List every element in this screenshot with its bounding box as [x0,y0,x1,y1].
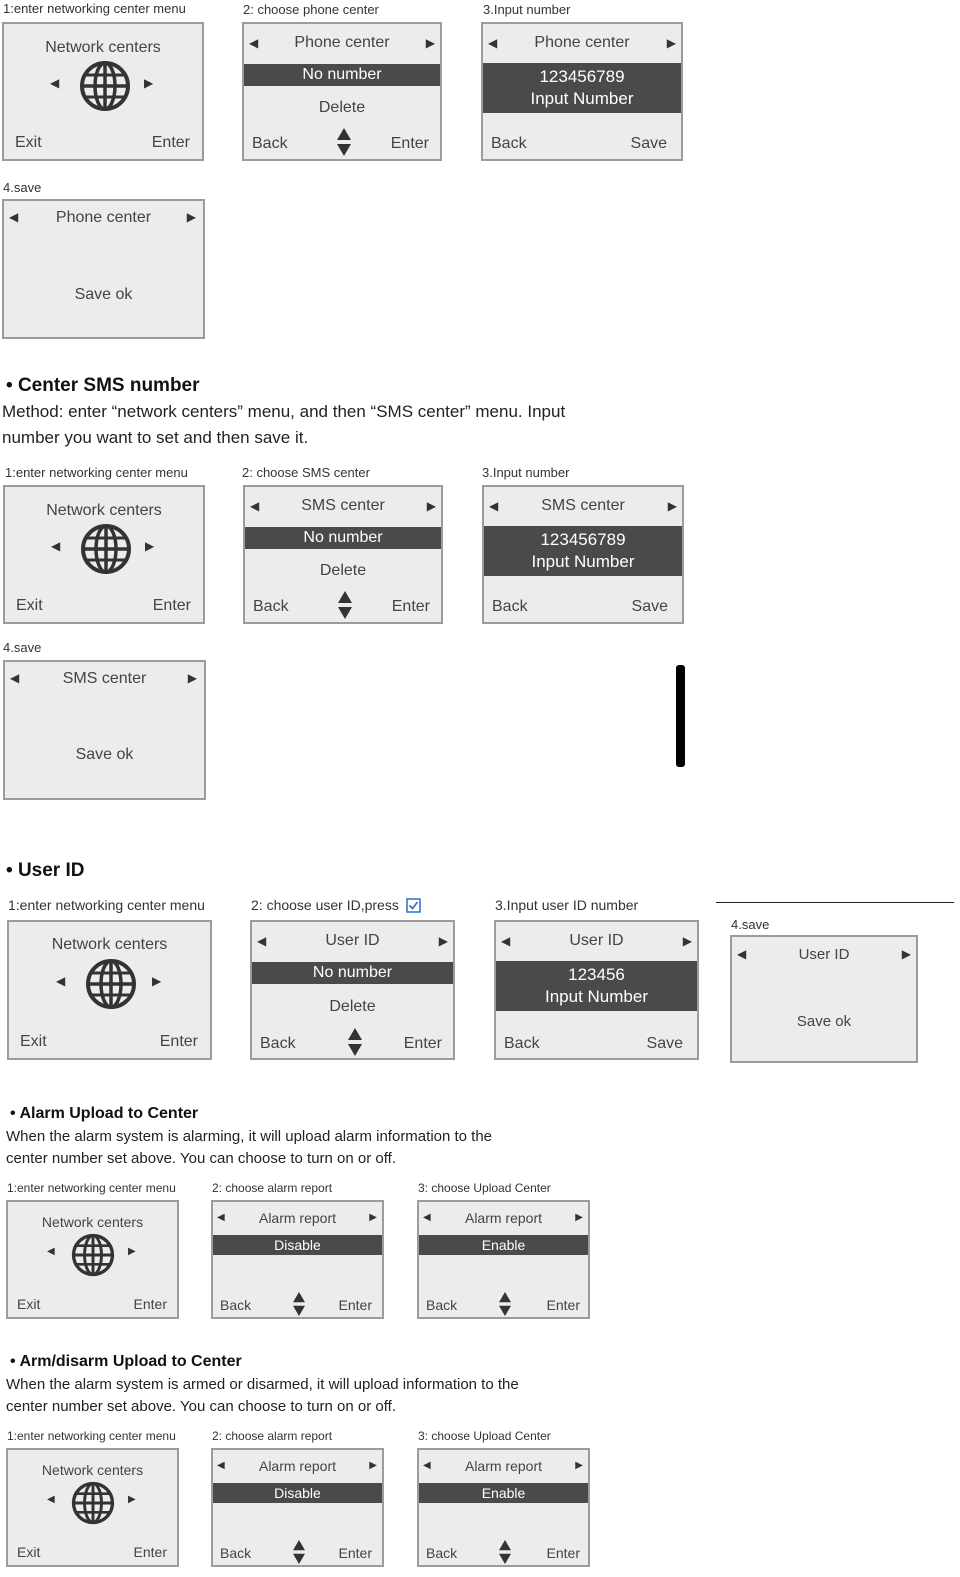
selected-option: Enable [419,1483,588,1503]
right-arrow-icon: ▶ [369,1460,377,1471]
screen-title: SMS center [62,670,147,687]
input-number-screen [481,22,683,161]
up-down-arrow-icon [499,1540,511,1564]
screen-title: Phone center [55,209,152,226]
up-down-arrow-icon [293,1540,305,1564]
option-delete: Delete [319,562,367,579]
input-hint: Input Number [545,987,648,1006]
screen-title: User ID [325,932,380,949]
network-centers-screen [6,1448,179,1567]
screen-title: User ID [569,932,624,949]
screen-title: Network centers [46,502,162,519]
right-arrow-icon: ▶ [682,934,692,948]
back-softkey: Back [426,1545,458,1561]
option-delete: Delete [318,99,366,116]
enter-softkey: Enter [546,1297,580,1313]
right-arrow-icon: ▶ [438,934,448,948]
up-down-arrow-icon [499,1292,511,1316]
back-softkey: Back [492,598,528,615]
save-ok-screen [2,199,205,339]
network-centers-screen [3,485,205,624]
step-caption: 2: choose alarm report [212,1181,333,1195]
enter-softkey: Enter [152,597,191,614]
back-softkey: Back [252,135,288,152]
left-arrow-icon: ◀ [249,36,259,50]
step-caption: 2: choose alarm report [212,1429,333,1443]
section-body: When the alarm system is armed or disarmed, it will upload information to the center number set above. You can choose to turn on or off. [6,1376,519,1415]
screen-title: Alarm report [258,1210,337,1226]
up-down-arrow-icon [348,1028,362,1056]
left-arrow-icon: ◀ [501,934,511,948]
left-arrow-icon: ◀ [489,499,499,513]
enter-softkey: Enter [391,598,430,615]
step-caption: 1:enter networking center menu [7,1429,176,1443]
left-arrow-icon: ◀ [737,947,747,961]
exit-softkey: Exit [16,597,43,614]
left-arrow-icon: ◀ [488,36,498,50]
save-ok-screen [3,660,206,800]
enter-softkey: Enter [546,1545,580,1561]
step-caption: 3: choose Upload Center [418,1429,551,1443]
right-arrow-icon: ▶ [667,499,677,513]
right-arrow-icon: ▶ [187,671,197,685]
right-arrow-icon: ▶ [128,1246,136,1257]
up-down-arrow-icon [338,591,352,619]
step-caption: 3.Input number [483,2,571,17]
left-arrow-icon: ◀ [423,1212,431,1223]
globe-icon [80,523,132,575]
left-arrow-icon: ◀ [9,210,19,224]
section-heading: • Arm/disarm Upload to Center [10,1353,242,1370]
left-arrow-icon: ◀ [51,539,61,553]
step-caption: 1:enter networking center menu [5,465,188,480]
alarm-report-screen [417,1200,590,1319]
save-ok-message: Save ok [796,1013,852,1030]
vertical-bar-mark [676,665,685,767]
section-heading: • Center SMS number [6,375,200,396]
step-caption: 2: choose phone center [243,2,379,17]
screen-title: Alarm report [464,1210,543,1226]
left-arrow-icon: ◀ [257,934,267,948]
enter-softkey: Enter [338,1297,372,1313]
section-body: When the alarm system is alarming, it will upload alarm information to the center number set above. You can choose to turn on or off. [6,1128,493,1167]
save-softkey: Save [630,135,667,152]
screen-title: Network centers [51,936,168,953]
back-softkey: Back [491,135,527,152]
step-caption: 3.Input user ID number [495,897,639,913]
globe-icon [85,958,137,1010]
number-entry [484,526,682,576]
exit-softkey: Exit [20,1033,47,1050]
section-heading: • Alarm Upload to Center [10,1105,199,1122]
right-arrow-icon: ▶ [128,1494,136,1505]
alarm-report-screen [211,1200,384,1319]
number-entry [483,63,681,113]
back-softkey: Back [220,1297,252,1313]
step-caption: 1:enter networking center menu [3,1,186,16]
selected-option: Enable [419,1235,588,1255]
screen-title: User ID [798,946,850,963]
selected-option: No number [244,64,440,86]
enter-softkey: Enter [133,1296,167,1312]
network-centers-screen [7,920,212,1060]
step-caption: 1:enter networking center menu [8,897,205,913]
right-arrow-icon: ▶ [901,947,911,961]
globe-icon [71,1233,115,1277]
sms-center-screen [243,485,443,624]
up-down-arrow-icon [337,128,351,156]
right-arrow-icon: ▶ [575,1460,583,1471]
right-arrow-icon: ▶ [369,1212,377,1223]
left-arrow-icon: ◀ [50,76,60,90]
step-caption: 4.save [3,180,42,195]
save-softkey: Save [646,1035,683,1052]
left-arrow-icon: ◀ [10,671,20,685]
screen-title: Phone center [534,34,630,51]
up-down-arrow-icon [293,1292,305,1316]
network-centers-screen [6,1200,179,1319]
screen-title: SMS center [301,497,385,514]
back-softkey: Back [504,1035,540,1052]
input-number-screen [482,485,684,624]
selected-option: No number [252,962,453,984]
screen-title: SMS center [541,497,625,514]
selected-option: Disable [213,1483,382,1503]
left-arrow-icon: ◀ [217,1212,225,1223]
entered-number: 123456789 [540,530,626,549]
globe-icon [71,1481,115,1525]
screen-title: Alarm report [464,1458,543,1474]
screen-title: Network centers [45,39,161,56]
save-softkey: Save [631,598,668,615]
alarm-report-screen [211,1448,384,1567]
alarm-report-screen [417,1448,590,1567]
back-softkey: Back [260,1035,296,1052]
right-arrow-icon: ▶ [575,1212,583,1223]
enter-softkey: Enter [151,134,190,151]
step-caption: 4.save [3,640,42,655]
entered-number: 123456 [568,965,625,984]
right-arrow-icon: ▶ [152,974,162,988]
input-number-screen [494,920,699,1060]
number-entry [496,961,697,1011]
enter-softkey: Enter [159,1033,198,1050]
left-arrow-icon: ◀ [423,1460,431,1471]
enter-softkey: Enter [390,135,429,152]
user-id-screen [250,920,455,1060]
screen-title: Network centers [41,1214,144,1230]
screen-title: Network centers [41,1462,144,1478]
checkbox-icon [406,898,421,913]
right-arrow-icon: ▶ [666,36,676,50]
back-softkey: Back [426,1297,458,1313]
enter-softkey: Enter [403,1035,442,1052]
left-arrow-icon: ◀ [47,1494,55,1505]
input-hint: Input Number [531,552,635,571]
right-arrow-icon: ▶ [425,36,435,50]
entered-number: 123456789 [539,67,625,86]
input-hint: Input Number [530,89,634,108]
left-arrow-icon: ◀ [47,1246,55,1257]
exit-softkey: Exit [15,134,42,151]
exit-softkey: Exit [17,1544,41,1560]
back-softkey: Back [253,598,289,615]
right-arrow-icon: ▶ [144,76,154,90]
option-delete: Delete [329,998,376,1015]
network-centers-screen [2,22,204,161]
step-caption: 3: choose Upload Center [418,1181,551,1195]
left-arrow-icon: ◀ [56,974,66,988]
save-ok-screen [730,935,918,1063]
phone-center-screen [242,22,442,161]
selected-option: Disable [213,1235,382,1255]
step-caption: 2: choose SMS center [242,465,370,480]
step-caption: 4.save [731,917,770,932]
right-arrow-icon: ▶ [145,539,155,553]
right-arrow-icon: ▶ [426,499,436,513]
screen-title: Phone center [294,34,390,51]
left-arrow-icon: ◀ [250,499,260,513]
left-arrow-icon: ◀ [217,1460,225,1471]
exit-softkey: Exit [17,1296,41,1312]
step-caption: 3.Input number [482,465,570,480]
back-softkey: Back [220,1545,252,1561]
divider-line [716,902,954,903]
section-heading: • User ID [6,860,85,881]
step-caption: 2: choose user ID,press [251,897,421,913]
section-body: Method: enter “network centers” menu, and then “SMS center” menu. Input number you want to set and then save it. [2,402,566,447]
globe-icon [79,60,131,112]
right-arrow-icon: ▶ [186,210,196,224]
selected-option: No number [245,527,441,549]
save-ok-message: Save ok [75,746,134,763]
enter-softkey: Enter [133,1544,167,1560]
step-caption: 1:enter networking center menu [7,1181,176,1195]
screen-title: Alarm report [258,1458,337,1474]
save-ok-message: Save ok [74,286,133,303]
enter-softkey: Enter [338,1545,372,1561]
